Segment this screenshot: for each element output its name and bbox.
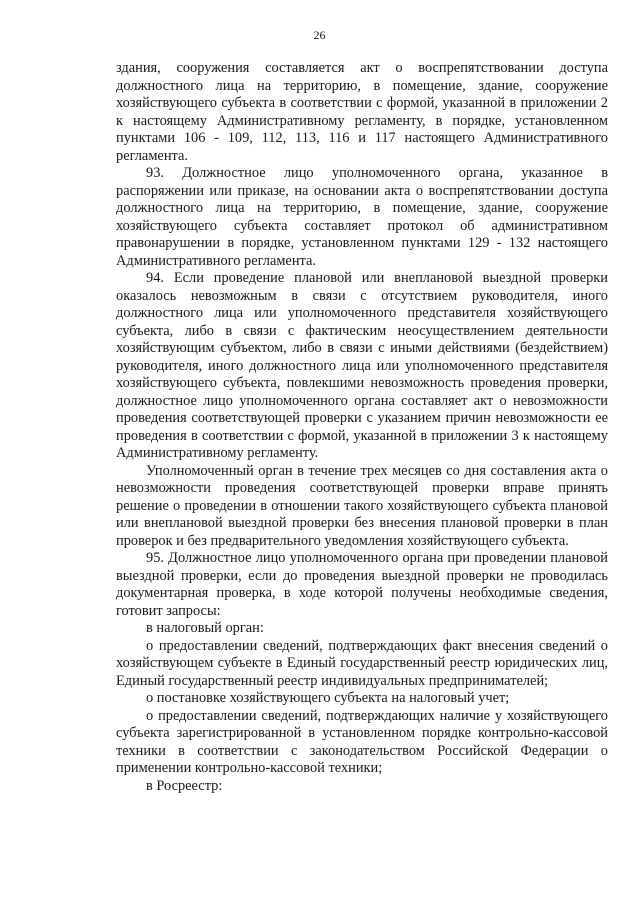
list-heading-tax-authority: в налоговый орган: [146, 620, 264, 636]
list-item-tax-registration: о постановке хозяйствующего субъекта на налоговый учет; [146, 690, 510, 706]
paragraph-authority-decision: Уполномоченный орган в течение трех месяцев со дня составления акта о невозможности проведения соответствующей проверки вправе принять решение о проведении в отношении такого хозяйствующего субъекта плановой или внеплановой выездной проверки без внесения плановой проверки в план проверок и без предварительного уведомления хозяйствующего субъекта. [116, 462, 608, 549]
document-body [116, 60, 608, 795]
paragraph-95: 95. Должностное лицо уполномоченного органа при проведении плановой выездной проверки, если до проведения выездной проверки не проводилась документарная проверка, в ходе которой получены необходимые сведения, готовит запросы: [116, 550, 608, 619]
list-item-registry-info: о предоставлении сведений, подтверждающих факт внесения сведений о хозяйствующем субъекте в Единый государственный реестр юридических лиц, Единый государственный реестр индивидуальных предпринимателей; [116, 637, 608, 689]
list-heading-rosreestr: в Росреестр: [146, 777, 223, 794]
paragraph-93: 93. Должностное лицо уполномоченного органа, указанное в распоряжении или приказе, на основании акта о воспрепятствовании доступа должностного лица на территорию, в помещение, здание, сооружение хозяйствующего субъекта составляет протокол об административном правонарушении в порядке, установленном пунктами 129 - 132 настоящего Административного регламента. [116, 165, 608, 269]
list-item-cash-register: о предоставлении сведений, подтверждающих наличие у хозяйствующего субъекта зарегистрированной в установленном порядке контрольно-кассовой техники в соответствии с законодательством Российской Федерации о применении контрольно-кассовой техники; [116, 707, 608, 776]
paragraph-94: 94. Если проведение плановой или внеплановой выездной проверки оказалось невозможным в связи с отсутствием руководителя, иного должностного лица или уполномоченного представителя хозяйствующего субъекта, либо в связи с фактическим неосуществлением деятельности хозяйствующим субъектом, либо в связи с иными действиями (бездействием) руководителя, иного должностного лица или уполномоченного представителя хозяйствующего субъекта, повлекшими невозможность проведения проверки, должностное лицо уполномоченного органа составляет акт о невозможности проведения соответствующей проверки с указанием причин невозможности ее проведения в соответствии с формой, указанной в приложении 3 к настоящему Административному регламенту. [116, 270, 608, 461]
page-number: 26 [313, 28, 326, 42]
paragraph-continuation: здания, сооружения составляется акт о воспрепятствовании доступа должностного лица на территорию, в помещение, здание, сооружение хозяйствующего субъекта в соответствии с формой, указанной в приложении 2 к настоящему Административному регламенту, в порядке, установленном пунктами 106 - 109, 112, 113, 116 и 117 настоящего Административного регламента. [116, 60, 608, 164]
